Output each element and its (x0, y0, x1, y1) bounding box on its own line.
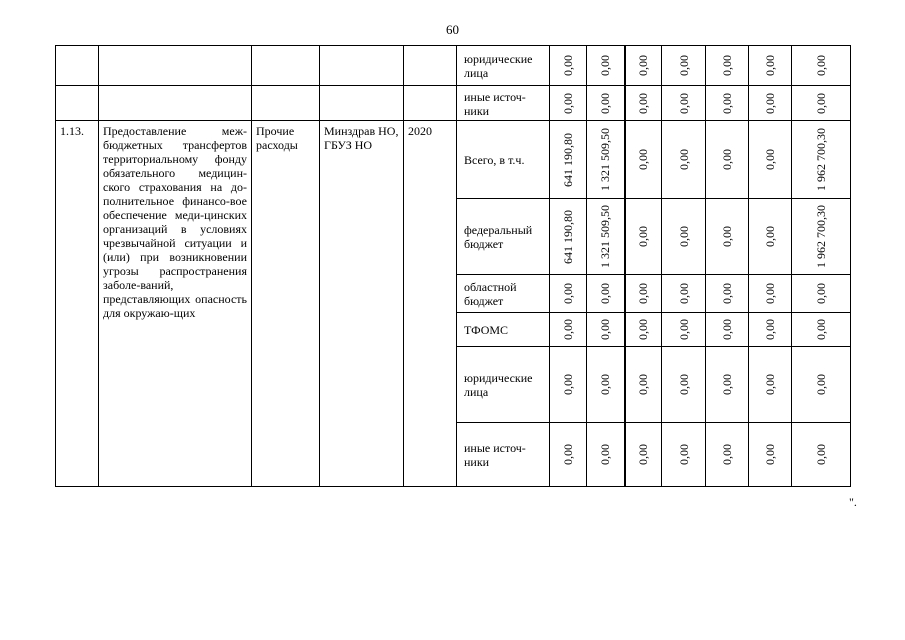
end-quote-mark: ". (849, 495, 857, 509)
value-cell: 0,00 (598, 55, 613, 76)
value-cell: 0,00 (636, 374, 651, 395)
item-description: Предоставление меж-бюджетных трансфертов территориальному фонду обязательного медицин-ского страхования на до-полнительное финансо-вое обеспечение меди-цинских организаций в условиях чрезвычайной ситуации и (или) при возникновении угрозы распространения заболе-ваний, представляющих опасность для окружаю-щих (99, 121, 252, 487)
value-cell: 0,00 (763, 319, 777, 340)
value-cell: 0,00 (763, 374, 777, 395)
item-number: 1.13. (56, 121, 99, 487)
value-cell: 0,00 (561, 319, 575, 340)
source-label: иные источ-ники (457, 423, 550, 487)
value-cell: 0,00 (561, 92, 575, 114)
value-cell: 1 321 509,50 (598, 205, 613, 268)
source-label: Всего, в т.ч. (457, 121, 550, 199)
value-cell: 0,00 (636, 283, 651, 304)
value-cell: 0,00 (598, 92, 613, 114)
value-cell: 0,00 (598, 374, 613, 395)
source-label: юридические лица (457, 347, 550, 423)
value-cell: 0,00 (814, 55, 828, 76)
value-cell: 0,00 (814, 444, 828, 465)
value-cell: 1 962 700,30 (814, 128, 828, 191)
value-cell: 0,00 (814, 319, 828, 340)
value-cell: 0,00 (676, 283, 691, 304)
value-cell: 0,00 (720, 444, 734, 465)
source-label: областной бюджет (457, 275, 550, 313)
value-cell: 0,00 (720, 55, 734, 76)
budget-table (55, 45, 851, 487)
table-row (56, 86, 851, 121)
value-cell: 0,00 (676, 149, 691, 170)
value-cell: 0,00 (636, 55, 651, 76)
value-cell: 0,00 (676, 55, 691, 76)
value-cell: 0,00 (636, 444, 651, 465)
source-label: юридические лица (457, 46, 550, 86)
value-cell: 0,00 (720, 92, 734, 114)
value-cell: 0,00 (720, 149, 734, 170)
value-cell: 641 190,80 (561, 132, 575, 187)
value-cell: 0,00 (636, 319, 651, 340)
value-cell: 0,00 (814, 374, 828, 395)
value-cell: 0,00 (561, 374, 575, 395)
executor: Минздрав НО, ГБУЗ НО (320, 121, 404, 487)
value-cell: 0,00 (636, 92, 651, 114)
value-cell: 0,00 (763, 55, 777, 76)
value-cell: 1 321 509,50 (598, 128, 613, 191)
value-cell: 0,00 (763, 92, 777, 114)
page-number: 60 (446, 22, 459, 37)
source-label: федеральный бюджет (457, 199, 550, 275)
value-cell: 0,00 (676, 374, 691, 395)
value-cell: 0,00 (561, 444, 575, 465)
value-cell: 0,00 (561, 283, 575, 304)
value-cell: 0,00 (814, 92, 828, 114)
value-cell: 0,00 (720, 374, 734, 395)
value-cell: 641 190,80 (561, 209, 575, 264)
value-cell: 0,00 (763, 149, 777, 170)
value-cell: 0,00 (763, 444, 777, 465)
value-cell: 0,00 (676, 92, 691, 114)
value-cell: 0,00 (636, 149, 651, 170)
value-cell: 0,00 (598, 319, 613, 340)
value-cell: 0,00 (676, 226, 691, 247)
value-cell: 0,00 (763, 226, 777, 247)
value-cell: 0,00 (720, 283, 734, 304)
table-row (56, 121, 851, 199)
value-cell: 0,00 (676, 444, 691, 465)
source-label: ТФОМС (457, 313, 550, 347)
value-cell: 0,00 (720, 226, 734, 247)
value-cell: 0,00 (598, 444, 613, 465)
value-cell: 1 962 700,30 (814, 205, 828, 268)
value-cell: 0,00 (814, 283, 828, 304)
value-cell: 0,00 (561, 55, 575, 76)
value-cell: 0,00 (598, 283, 613, 304)
value-cell: 0,00 (763, 283, 777, 304)
value-cell: 0,00 (720, 319, 734, 340)
value-cell: 0,00 (636, 226, 651, 247)
table-row (56, 46, 851, 86)
value-cell: 0,00 (676, 319, 691, 340)
year: 2020 (404, 121, 457, 487)
expense-type: Прочие расходы (252, 121, 320, 487)
source-label: иные источ-ники (457, 86, 550, 121)
